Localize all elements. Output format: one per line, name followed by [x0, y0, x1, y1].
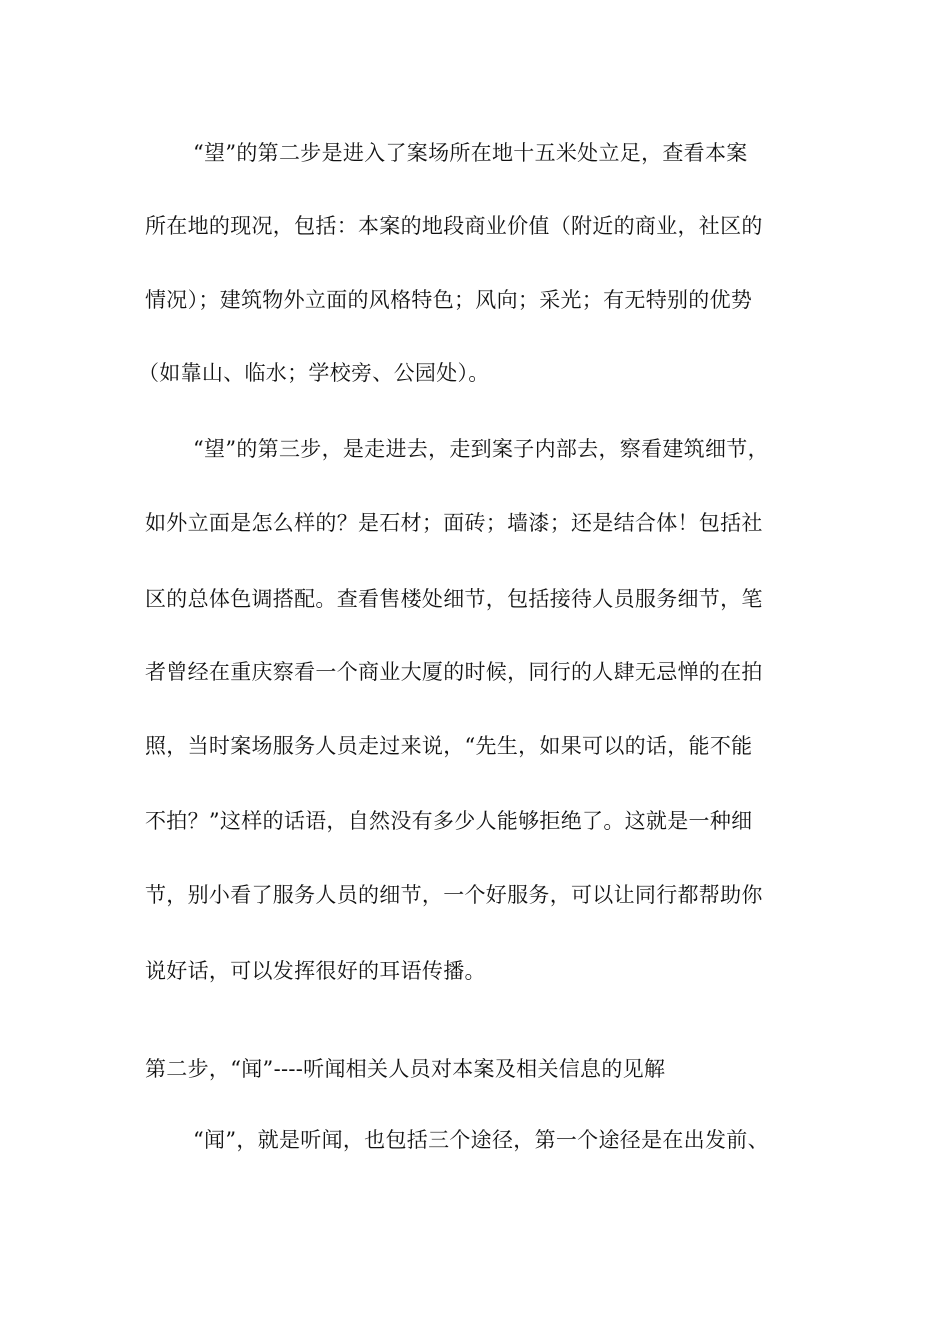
paragraph-2-line-1: “望”的第三步，是走进去，走到案子内部去，察看建筑细节，: [193, 437, 769, 461]
paragraph-1-line-3: 情况）；建筑物外立面的风格特色；风向；采光；有无特别的优势: [145, 288, 753, 312]
paragraph-2-line-8: 说好话，可以发挥很好的耳语传播。: [145, 959, 486, 983]
paragraph-2-line-7: 节，别小看了服务人员的细节，一个好服务，可以让同行都帮助你: [145, 883, 763, 907]
paragraph-2-line-6: 不拍？”这样的话语，自然没有多少人能够拒绝了。这就是一种细: [145, 809, 753, 833]
paragraph-2-line-4: 者曾经在重庆察看一个商业大厦的时候，同行的人肆无忌惮的在拍: [145, 660, 763, 684]
section-heading: 第二步，“闻”----听闻相关人员对本案及相关信息的见解: [145, 1057, 666, 1081]
paragraph-2-line-2: 如外立面是怎么样的？是石材；面砖；墙漆；还是结合体！包括社: [145, 511, 763, 535]
paragraph-2-line-5: 照，当时案场服务人员走过来说，“先生，如果可以的话，能不能: [145, 734, 753, 758]
paragraph-3-line-1: “闻”，就是听闻，也包括三个途径，第一个途径是在出发前、: [193, 1128, 769, 1152]
paragraph-1-line-1: “望”的第二步是进入了案场所在地十五米处立足，查看本案: [193, 141, 748, 165]
paragraph-1-line-2: 所在地的现况，包括：本案的地段商业价值（附近的商业，社区的: [145, 214, 763, 238]
paragraph-1-line-4: （如靠山、临水；学校旁、公园处）。: [138, 361, 490, 385]
paragraph-2-line-3: 区的总体色调搭配。查看售楼处细节，包括接待人员服务细节，笔: [145, 587, 763, 611]
